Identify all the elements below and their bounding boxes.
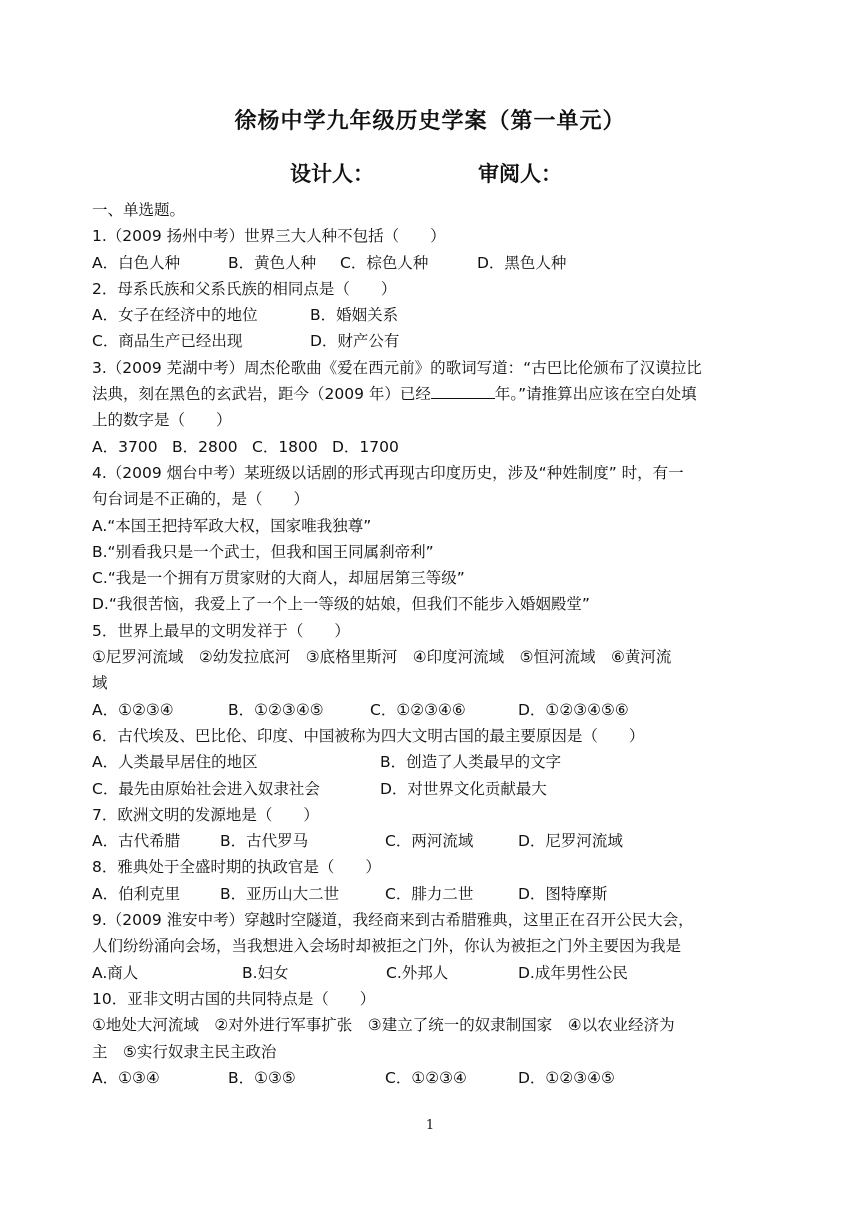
question-stem: 7．欧洲文明的发源地是（ ） [92, 805, 319, 824]
section-heading: 一、单选题。 [92, 201, 186, 219]
option: C．1800 [252, 437, 318, 456]
question-options [92, 697, 774, 723]
option: C．腓力二世 [385, 884, 474, 903]
option: C．①②③④⑥ [370, 700, 466, 719]
option: D．图特摩斯 [518, 884, 608, 903]
question-options [92, 328, 774, 354]
question-stem: 1.（2009 扬州中考）世界三大人种不包括（ ） [92, 227, 446, 246]
option: B.妇女 [242, 963, 289, 982]
answer-blank [431, 382, 495, 399]
question-options [92, 302, 774, 328]
option: A．女子在经济中的地位 [92, 306, 258, 325]
option: A．3700 [92, 437, 158, 456]
designer-label: 设计人： [290, 162, 374, 186]
option: A．古代希腊 [92, 832, 181, 851]
option: D．财产公有 [310, 332, 400, 351]
question-stem: 上的数字是（ ） [92, 411, 232, 430]
option: C.“我是一个拥有万贯家财的大商人，却屈居第三等级” [92, 569, 465, 588]
option: A．①②③④ [92, 700, 174, 719]
question-options [92, 881, 774, 907]
option: D．①②③④⑤ [518, 1068, 615, 1087]
option: A.商人 [92, 963, 139, 982]
option: B．古代罗马 [220, 832, 309, 851]
option: A．白色人种 [92, 253, 181, 272]
question-stem: 5．世界上最早的文明发祥于（ ） [92, 621, 350, 640]
option: B．①③⑤ [228, 1068, 296, 1087]
option: C．①②③④ [385, 1068, 467, 1087]
option: C．商品生产已经出现 [92, 332, 243, 351]
question-options [92, 828, 774, 854]
option: D．1700 [332, 437, 399, 456]
option: B．2800 [172, 437, 238, 456]
option: A．伯利克里 [92, 884, 181, 903]
reviewer-label: 审阅人： [478, 162, 562, 186]
option: C．两河流域 [385, 832, 474, 851]
option: D.“我很苦恼，我爱上了一个上一等级的姑娘，但我们不能步入婚姻殿堂” [92, 595, 590, 614]
question-stem: 句台词是不正确的，是（ ） [92, 490, 310, 509]
option: B.“别看我只是一个武士，但我和国王同属刹帝利” [92, 542, 434, 561]
option: A.“本国王把持军政大权，国家唯我独尊” [92, 516, 372, 535]
question-stem: 人们纷纷涌向会场，当我想进入会场时却被拒之门外，你认为被拒之门外主要因为我是 [92, 937, 682, 956]
question-options [92, 776, 774, 802]
option: B．亚历山大二世 [220, 884, 340, 903]
question-stem [92, 381, 774, 407]
question-options [92, 749, 774, 775]
stem-part: 法典，刻在黑色的玄武岩，距今（2009 年）已经 [92, 385, 431, 404]
question-stem: 主 ⑤实行奴隶主民主政治 [92, 1042, 277, 1061]
option: C．最先由原始社会进入奴隶社会 [92, 779, 320, 798]
question-options [92, 1065, 774, 1091]
question-options [92, 434, 774, 460]
option: A．人类最早居住的地区 [92, 753, 258, 772]
option: D．尼罗河流域 [518, 832, 623, 851]
question-stem: ①尼罗河流域 ②幼发拉底河 ③底格里斯河 ④印度河流域 ⑤恒河流域 ⑥黄河流 [92, 648, 672, 667]
option: D．对世界文化贡献最大 [380, 779, 547, 798]
question-stem: 9.（2009 淮安中考）穿越时空隧道，我经商来到古希腊雅典，这里正在召开公民大会， [92, 911, 694, 930]
question-stem: 6．古代埃及、巴比伦、印度、中国被称为四大文明古国的最主要原因是（ ） [92, 726, 645, 745]
option: B．婚姻关系 [310, 306, 399, 325]
page-title: 徐杨中学九年级历史学案（第一单元） [234, 109, 626, 134]
option: D．①②③④⑤⑥ [518, 700, 629, 719]
question-stem: 4.（2009 烟台中考）某班级以话剧的形式再现古印度历史，涉及“种姓制度” 时，有一 [92, 463, 684, 482]
option: D．黑色人种 [477, 253, 567, 272]
option: C．棕色人种 [340, 253, 429, 272]
option: B．①②③④⑤ [228, 700, 324, 719]
page-number: 1 [425, 1118, 435, 1133]
option: C.外邦人 [386, 963, 449, 982]
stem-part: 年。”请推算出应该在空白处填 [494, 385, 697, 404]
question-options [92, 960, 774, 986]
question-stem: 8．雅典处于全盛时期的执政官是（ ） [92, 858, 381, 877]
question-stem: 10．亚非文明古国的共同特点是（ ） [92, 989, 376, 1008]
question-list [92, 197, 774, 1091]
question-stem: 3.（2009 芜湖中考）周杰伦歌曲《爱在西元前》的歌词写道：“古巴比伦颁布了汉谟拉比 [92, 358, 702, 377]
option: B．黄色人种 [228, 253, 317, 272]
question-stem: 2．母系氏族和父系氏族的相同点是（ ） [92, 279, 397, 298]
question-stem: ①地处大河流域 ②对外进行军事扩张 ③建立了统一的奴隶制国家 ④以农业经济为 [92, 1016, 675, 1035]
option: A．①③④ [92, 1068, 160, 1087]
option: D.成年男性公民 [518, 963, 628, 982]
question-stem: 域 [92, 674, 108, 693]
option: B．创造了人类最早的文字 [380, 753, 562, 772]
question-options [92, 250, 774, 276]
